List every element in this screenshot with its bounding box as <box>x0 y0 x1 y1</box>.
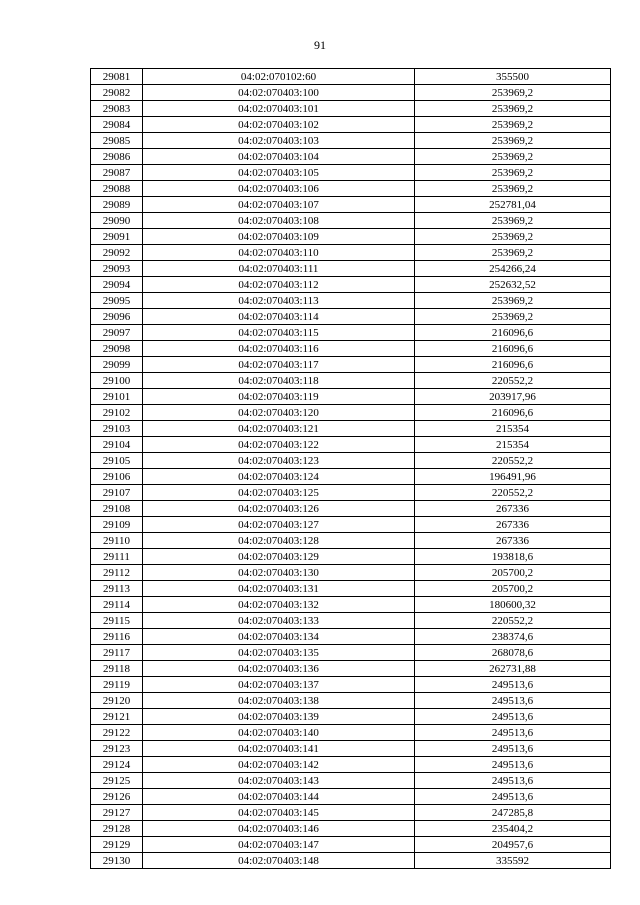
row-number-cell: 29121 <box>91 709 143 725</box>
row-number-cell: 29129 <box>91 837 143 853</box>
table-row <box>91 453 611 469</box>
cadastral-number-cell: 04:02:070403:137 <box>143 677 415 693</box>
table-row <box>91 309 611 325</box>
value-cell: 253969,2 <box>415 293 611 309</box>
table-row <box>91 533 611 549</box>
table-row <box>91 709 611 725</box>
table-row <box>91 293 611 309</box>
row-number-cell: 29082 <box>91 85 143 101</box>
value-cell: 253969,2 <box>415 149 611 165</box>
table-row <box>91 469 611 485</box>
row-number-cell: 29093 <box>91 261 143 277</box>
cadastral-number-cell: 04:02:070403:120 <box>143 405 415 421</box>
value-cell: 252632,52 <box>415 277 611 293</box>
cadastral-number-cell: 04:02:070403:122 <box>143 437 415 453</box>
table-body <box>91 69 611 869</box>
cadastral-number-cell: 04:02:070403:129 <box>143 549 415 565</box>
value-cell: 247285,8 <box>415 805 611 821</box>
table-row <box>91 101 611 117</box>
row-number-cell: 29095 <box>91 293 143 309</box>
row-number-cell: 29088 <box>91 181 143 197</box>
cadastral-number-cell: 04:02:070403:141 <box>143 741 415 757</box>
cadastral-number-cell: 04:02:070403:140 <box>143 725 415 741</box>
value-cell: 220552,2 <box>415 373 611 389</box>
row-number-cell: 29122 <box>91 725 143 741</box>
table-row <box>91 501 611 517</box>
row-number-cell: 29091 <box>91 229 143 245</box>
row-number-cell: 29106 <box>91 469 143 485</box>
value-cell: 253969,2 <box>415 229 611 245</box>
cadastral-number-cell: 04:02:070403:132 <box>143 597 415 613</box>
table-row <box>91 261 611 277</box>
table-row <box>91 117 611 133</box>
cadastral-number-cell: 04:02:070403:113 <box>143 293 415 309</box>
value-cell: 249513,6 <box>415 773 611 789</box>
value-cell: 205700,2 <box>415 565 611 581</box>
cadastral-number-cell: 04:02:070102:60 <box>143 69 415 85</box>
row-number-cell: 29104 <box>91 437 143 453</box>
value-cell: 267336 <box>415 517 611 533</box>
value-cell: 249513,6 <box>415 709 611 725</box>
table-row <box>91 613 611 629</box>
row-number-cell: 29114 <box>91 597 143 613</box>
row-number-cell: 29084 <box>91 117 143 133</box>
cadastral-number-cell: 04:02:070403:110 <box>143 245 415 261</box>
value-cell: 249513,6 <box>415 741 611 757</box>
value-cell: 253969,2 <box>415 101 611 117</box>
value-cell: 193818,6 <box>415 549 611 565</box>
cadastral-number-cell: 04:02:070403:135 <box>143 645 415 661</box>
table-row <box>91 725 611 741</box>
row-number-cell: 29092 <box>91 245 143 261</box>
row-number-cell: 29081 <box>91 69 143 85</box>
table-row <box>91 853 611 869</box>
cadastral-number-cell: 04:02:070403:101 <box>143 101 415 117</box>
cadastral-number-cell: 04:02:070403:144 <box>143 789 415 805</box>
table-row <box>91 341 611 357</box>
table-row <box>91 597 611 613</box>
row-number-cell: 29117 <box>91 645 143 661</box>
row-number-cell: 29112 <box>91 565 143 581</box>
table-row <box>91 405 611 421</box>
table-row <box>91 277 611 293</box>
value-cell: 335592 <box>415 853 611 869</box>
table-row <box>91 245 611 261</box>
row-number-cell: 29094 <box>91 277 143 293</box>
cadastral-number-cell: 04:02:070403:128 <box>143 533 415 549</box>
table-row <box>91 549 611 565</box>
row-number-cell: 29096 <box>91 309 143 325</box>
cadastral-number-cell: 04:02:070403:125 <box>143 485 415 501</box>
value-cell: 268078,6 <box>415 645 611 661</box>
row-number-cell: 29105 <box>91 453 143 469</box>
value-cell: 216096,6 <box>415 357 611 373</box>
row-number-cell: 29125 <box>91 773 143 789</box>
value-cell: 180600,32 <box>415 597 611 613</box>
table-row <box>91 629 611 645</box>
row-number-cell: 29097 <box>91 325 143 341</box>
value-cell: 216096,6 <box>415 325 611 341</box>
table-row <box>91 645 611 661</box>
row-number-cell: 29128 <box>91 821 143 837</box>
table-row <box>91 741 611 757</box>
cadastral-value-table <box>90 68 611 869</box>
table-row <box>91 437 611 453</box>
value-cell: 196491,96 <box>415 469 611 485</box>
value-cell: 252781,04 <box>415 197 611 213</box>
cadastral-number-cell: 04:02:070403:118 <box>143 373 415 389</box>
value-cell: 253969,2 <box>415 245 611 261</box>
value-cell: 216096,6 <box>415 405 611 421</box>
cadastral-number-cell: 04:02:070403:109 <box>143 229 415 245</box>
cadastral-number-cell: 04:02:070403:136 <box>143 661 415 677</box>
table-row <box>91 181 611 197</box>
cadastral-number-cell: 04:02:070403:130 <box>143 565 415 581</box>
cadastral-number-cell: 04:02:070403:124 <box>143 469 415 485</box>
cadastral-number-cell: 04:02:070403:134 <box>143 629 415 645</box>
row-number-cell: 29090 <box>91 213 143 229</box>
value-cell: 249513,6 <box>415 693 611 709</box>
table-row <box>91 677 611 693</box>
cadastral-number-cell: 04:02:070403:142 <box>143 757 415 773</box>
row-number-cell: 29099 <box>91 357 143 373</box>
table-row <box>91 837 611 853</box>
cadastral-number-cell: 04:02:070403:123 <box>143 453 415 469</box>
row-number-cell: 29109 <box>91 517 143 533</box>
value-cell: 235404,2 <box>415 821 611 837</box>
value-cell: 203917,96 <box>415 389 611 405</box>
value-cell: 253969,2 <box>415 165 611 181</box>
value-cell: 355500 <box>415 69 611 85</box>
row-number-cell: 29110 <box>91 533 143 549</box>
value-cell: 267336 <box>415 501 611 517</box>
value-cell: 220552,2 <box>415 453 611 469</box>
cadastral-number-cell: 04:02:070403:139 <box>143 709 415 725</box>
row-number-cell: 29123 <box>91 741 143 757</box>
value-cell: 238374,6 <box>415 629 611 645</box>
cadastral-number-cell: 04:02:070403:104 <box>143 149 415 165</box>
row-number-cell: 29083 <box>91 101 143 117</box>
row-number-cell: 29126 <box>91 789 143 805</box>
table-row <box>91 565 611 581</box>
value-cell: 262731,88 <box>415 661 611 677</box>
table-row <box>91 805 611 821</box>
row-number-cell: 29111 <box>91 549 143 565</box>
row-number-cell: 29115 <box>91 613 143 629</box>
table-row <box>91 325 611 341</box>
cadastral-number-cell: 04:02:070403:111 <box>143 261 415 277</box>
row-number-cell: 29089 <box>91 197 143 213</box>
value-cell: 220552,2 <box>415 613 611 629</box>
row-number-cell: 29118 <box>91 661 143 677</box>
row-number-cell: 29107 <box>91 485 143 501</box>
cadastral-number-cell: 04:02:070403:115 <box>143 325 415 341</box>
value-cell: 253969,2 <box>415 117 611 133</box>
row-number-cell: 29100 <box>91 373 143 389</box>
cadastral-number-cell: 04:02:070403:148 <box>143 853 415 869</box>
cadastral-number-cell: 04:02:070403:138 <box>143 693 415 709</box>
cadastral-number-cell: 04:02:070403:126 <box>143 501 415 517</box>
table-row <box>91 165 611 181</box>
value-cell: 249513,6 <box>415 677 611 693</box>
row-number-cell: 29127 <box>91 805 143 821</box>
cadastral-number-cell: 04:02:070403:100 <box>143 85 415 101</box>
cadastral-number-cell: 04:02:070403:108 <box>143 213 415 229</box>
row-number-cell: 29130 <box>91 853 143 869</box>
table-row <box>91 821 611 837</box>
cadastral-number-cell: 04:02:070403:102 <box>143 117 415 133</box>
table-row <box>91 149 611 165</box>
cadastral-number-cell: 04:02:070403:131 <box>143 581 415 597</box>
row-number-cell: 29086 <box>91 149 143 165</box>
cadastral-number-cell: 04:02:070403:127 <box>143 517 415 533</box>
table-row <box>91 661 611 677</box>
row-number-cell: 29103 <box>91 421 143 437</box>
value-cell: 253969,2 <box>415 213 611 229</box>
page-number: 91 <box>314 38 326 52</box>
value-cell: 267336 <box>415 533 611 549</box>
row-number-cell: 29085 <box>91 133 143 149</box>
table-row <box>91 373 611 389</box>
table-row <box>91 69 611 85</box>
value-cell: 216096,6 <box>415 341 611 357</box>
cadastral-number-cell: 04:02:070403:112 <box>143 277 415 293</box>
value-cell: 249513,6 <box>415 789 611 805</box>
table-row <box>91 517 611 533</box>
row-number-cell: 29113 <box>91 581 143 597</box>
row-number-cell: 29102 <box>91 405 143 421</box>
cadastral-number-cell: 04:02:070403:105 <box>143 165 415 181</box>
value-cell: 253969,2 <box>415 181 611 197</box>
cadastral-number-cell: 04:02:070403:106 <box>143 181 415 197</box>
value-cell: 254266,24 <box>415 261 611 277</box>
table-row <box>91 421 611 437</box>
value-cell: 204957,6 <box>415 837 611 853</box>
value-cell: 215354 <box>415 421 611 437</box>
cadastral-number-cell: 04:02:070403:116 <box>143 341 415 357</box>
cadastral-number-cell: 04:02:070403:146 <box>143 821 415 837</box>
cadastral-number-cell: 04:02:070403:114 <box>143 309 415 325</box>
table-row <box>91 757 611 773</box>
value-cell: 249513,6 <box>415 725 611 741</box>
cadastral-number-cell: 04:02:070403:107 <box>143 197 415 213</box>
value-cell: 215354 <box>415 437 611 453</box>
table-row <box>91 789 611 805</box>
table-row <box>91 197 611 213</box>
value-cell: 253969,2 <box>415 309 611 325</box>
value-cell: 253969,2 <box>415 133 611 149</box>
cadastral-number-cell: 04:02:070403:147 <box>143 837 415 853</box>
cadastral-number-cell: 04:02:070403:145 <box>143 805 415 821</box>
table-row <box>91 229 611 245</box>
row-number-cell: 29119 <box>91 677 143 693</box>
value-cell: 205700,2 <box>415 581 611 597</box>
cadastral-number-cell: 04:02:070403:119 <box>143 389 415 405</box>
table-row <box>91 85 611 101</box>
table-row <box>91 581 611 597</box>
table-row <box>91 133 611 149</box>
row-number-cell: 29098 <box>91 341 143 357</box>
row-number-cell: 29108 <box>91 501 143 517</box>
table-row <box>91 357 611 373</box>
row-number-cell: 29124 <box>91 757 143 773</box>
table-row <box>91 485 611 501</box>
table-row <box>91 693 611 709</box>
cadastral-number-cell: 04:02:070403:133 <box>143 613 415 629</box>
row-number-cell: 29101 <box>91 389 143 405</box>
table-row <box>91 213 611 229</box>
cadastral-number-cell: 04:02:070403:117 <box>143 357 415 373</box>
value-cell: 220552,2 <box>415 485 611 501</box>
row-number-cell: 29087 <box>91 165 143 181</box>
table-row <box>91 389 611 405</box>
cadastral-number-cell: 04:02:070403:103 <box>143 133 415 149</box>
row-number-cell: 29116 <box>91 629 143 645</box>
cadastral-number-cell: 04:02:070403:143 <box>143 773 415 789</box>
value-cell: 253969,2 <box>415 85 611 101</box>
value-cell: 249513,6 <box>415 757 611 773</box>
table-row <box>91 773 611 789</box>
cadastral-number-cell: 04:02:070403:121 <box>143 421 415 437</box>
row-number-cell: 29120 <box>91 693 143 709</box>
